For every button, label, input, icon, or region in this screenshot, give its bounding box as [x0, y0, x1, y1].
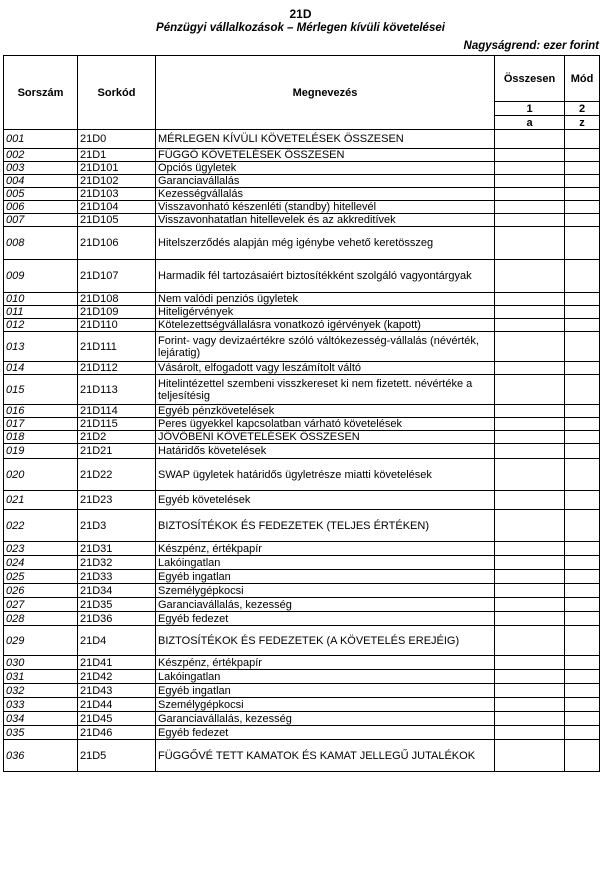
- row-code: 21D111: [78, 332, 156, 362]
- table-row: [4, 556, 600, 570]
- row-serial: 030: [4, 656, 78, 670]
- table-row: [4, 431, 600, 444]
- row-name: Kezességvállalás: [156, 188, 495, 201]
- row-name: SWAP ügyletek határidős ügyletrésze miatti követelések: [156, 459, 495, 491]
- row-mode-cell[interactable]: [565, 570, 600, 584]
- row-total-cell[interactable]: [495, 306, 565, 319]
- row-total-cell[interactable]: [495, 626, 565, 656]
- row-mode-cell[interactable]: [565, 510, 600, 542]
- row-code: 21D34: [78, 584, 156, 598]
- row-code: 21D35: [78, 598, 156, 612]
- table-row: [4, 584, 600, 598]
- row-mode-cell[interactable]: [565, 491, 600, 510]
- table-row: [4, 542, 600, 556]
- row-code: 21D114: [78, 405, 156, 418]
- row-code: 21D2: [78, 431, 156, 444]
- row-total-cell[interactable]: [495, 201, 565, 214]
- table-row: [4, 726, 600, 740]
- row-total-cell[interactable]: [495, 260, 565, 293]
- table-row: [4, 684, 600, 698]
- row-name: Lakóingatlan: [156, 670, 495, 684]
- row-serial: 027: [4, 598, 78, 612]
- row-serial: 034: [4, 712, 78, 726]
- row-mode-cell[interactable]: [565, 670, 600, 684]
- table-row: [4, 510, 600, 542]
- row-serial: 023: [4, 542, 78, 556]
- row-name: Hiteligérvények: [156, 306, 495, 319]
- row-code: 21D102: [78, 175, 156, 188]
- table-row: [4, 598, 600, 612]
- row-name: Lakóingatlan: [156, 556, 495, 570]
- row-code: 21D32: [78, 556, 156, 570]
- row-code: 21D4: [78, 626, 156, 656]
- row-mode-cell[interactable]: [565, 431, 600, 444]
- col-header-name: Megnevezés: [156, 56, 495, 130]
- row-code: 21D112: [78, 362, 156, 375]
- table-row: [4, 612, 600, 626]
- row-total-cell[interactable]: [495, 214, 565, 227]
- col-header-total: Összesen: [495, 56, 565, 102]
- row-total-cell[interactable]: [495, 556, 565, 570]
- row-total-cell[interactable]: [495, 670, 565, 684]
- row-serial: 018: [4, 431, 78, 444]
- row-total-cell[interactable]: [495, 431, 565, 444]
- row-mode-cell[interactable]: [565, 418, 600, 431]
- row-mode-cell[interactable]: [565, 698, 600, 712]
- row-name: Peres ügyekkel kapcsolatban várható követelések: [156, 418, 495, 431]
- row-serial: 028: [4, 612, 78, 626]
- row-name: BIZTOSÍTÉKOK ÉS FEDEZETEK (TELJES ÉRTÉKEN): [156, 510, 495, 542]
- row-serial: 007: [4, 214, 78, 227]
- row-total-cell[interactable]: [495, 418, 565, 431]
- row-serial: 003: [4, 162, 78, 175]
- row-code: 21D3: [78, 510, 156, 542]
- row-code: 21D104: [78, 201, 156, 214]
- row-total-cell[interactable]: [495, 405, 565, 418]
- row-mode-cell[interactable]: [565, 188, 600, 201]
- table-row: [4, 362, 600, 375]
- table-row: [4, 740, 600, 772]
- row-serial: 012: [4, 319, 78, 332]
- row-name: Személygépkocsi: [156, 584, 495, 598]
- row-serial: 001: [4, 130, 78, 149]
- row-name: BIZTOSÍTÉKOK ÉS FEDEZETEK (A KÖVETELÉS EREJÉIG): [156, 626, 495, 656]
- row-name: Hitelintézettel szembeni visszkereset ki nem fizetett. névértéke a teljesítésig: [156, 375, 495, 405]
- row-total-cell[interactable]: [495, 491, 565, 510]
- row-serial: 017: [4, 418, 78, 431]
- report-code: 21D: [289, 7, 312, 21]
- table-row: [4, 306, 600, 319]
- data-table: [3, 55, 600, 772]
- row-total-cell[interactable]: [495, 656, 565, 670]
- row-code: 21D109: [78, 306, 156, 319]
- row-total-cell[interactable]: [495, 332, 565, 362]
- row-total-cell[interactable]: [495, 570, 565, 584]
- row-name: Visszavonható készenléti (standby) hitellevél: [156, 201, 495, 214]
- row-code: 21D101: [78, 162, 156, 175]
- row-mode-cell[interactable]: [565, 293, 600, 306]
- table-row: [4, 130, 600, 149]
- row-code: 21D22: [78, 459, 156, 491]
- table-row: [4, 175, 600, 188]
- row-name: Hitelszerződés alapján még igénybe vehető keretösszeg: [156, 227, 495, 260]
- col-letter-mode: z: [565, 116, 600, 130]
- row-mode-cell[interactable]: [565, 584, 600, 598]
- row-mode-cell[interactable]: [565, 162, 600, 175]
- row-code: 21D42: [78, 670, 156, 684]
- table-row: [4, 260, 600, 293]
- row-name: Opciós ügyletek: [156, 162, 495, 175]
- table-row: [4, 227, 600, 260]
- row-mode-cell[interactable]: [565, 444, 600, 459]
- row-name: Forint- vagy devizaértékre szóló váltókezesség-vállalás (névérték, lejáratig): [156, 332, 495, 362]
- row-name: JÖVŐBENI KÖVETELÉSEK ÖSSZESEN: [156, 431, 495, 444]
- row-serial: 035: [4, 726, 78, 740]
- row-mode-cell[interactable]: [565, 175, 600, 188]
- row-total-cell[interactable]: [495, 584, 565, 598]
- row-mode-cell[interactable]: [565, 306, 600, 319]
- row-name: Garanciavállalás, kezesség: [156, 712, 495, 726]
- table-row: [4, 444, 600, 459]
- row-code: 21D0: [78, 130, 156, 149]
- row-total-cell[interactable]: [495, 130, 565, 149]
- row-name: MÉRLEGEN KÍVÜLI KÖVETELÉSEK ÖSSZESEN: [156, 130, 495, 149]
- row-mode-cell[interactable]: [565, 612, 600, 626]
- row-total-cell[interactable]: [495, 162, 565, 175]
- table-body: [4, 130, 600, 772]
- row-mode-cell[interactable]: [565, 201, 600, 214]
- row-serial: 009: [4, 260, 78, 293]
- row-mode-cell[interactable]: [565, 375, 600, 405]
- row-serial: 036: [4, 740, 78, 772]
- row-serial: 025: [4, 570, 78, 584]
- table-row: [4, 201, 600, 214]
- row-mode-cell[interactable]: [565, 556, 600, 570]
- col-header-mode: Mód: [565, 56, 600, 102]
- table-row: [4, 149, 600, 162]
- row-serial: 006: [4, 201, 78, 214]
- row-code: 21D44: [78, 698, 156, 712]
- row-name: Harmadik fél tartozásaiért biztosítékként szolgáló vagyontárgyak: [156, 260, 495, 293]
- row-name: Egyéb ingatlan: [156, 570, 495, 584]
- table-row: [4, 698, 600, 712]
- row-serial: 013: [4, 332, 78, 362]
- row-total-cell[interactable]: [495, 149, 565, 162]
- row-total-cell[interactable]: [495, 459, 565, 491]
- row-code: 21D107: [78, 260, 156, 293]
- row-mode-cell[interactable]: [565, 459, 600, 491]
- row-total-cell[interactable]: [495, 684, 565, 698]
- table-row: [4, 670, 600, 684]
- row-mode-cell[interactable]: [565, 362, 600, 375]
- col-number-mode: 2: [565, 102, 600, 116]
- table-row: [4, 712, 600, 726]
- row-total-cell[interactable]: [495, 175, 565, 188]
- table-row: [4, 332, 600, 362]
- row-mode-cell[interactable]: [565, 149, 600, 162]
- col-number-total: 1: [495, 102, 565, 116]
- row-mode-cell[interactable]: [565, 740, 600, 772]
- col-letter-total: a: [495, 116, 565, 130]
- row-total-cell[interactable]: [495, 319, 565, 332]
- row-total-cell[interactable]: [495, 698, 565, 712]
- row-mode-cell[interactable]: [565, 130, 600, 149]
- row-serial: 032: [4, 684, 78, 698]
- table-row: [4, 375, 600, 405]
- col-header-code: Sorkód: [78, 56, 156, 130]
- row-total-cell[interactable]: [495, 375, 565, 405]
- row-code: 21D5: [78, 740, 156, 772]
- report-title: Pénzügyi vállalkozások – Mérlegen kívüli követelései: [156, 22, 445, 34]
- table-row: [4, 570, 600, 584]
- table-row: [4, 491, 600, 510]
- row-total-cell[interactable]: [495, 362, 565, 375]
- row-code: 21D115: [78, 418, 156, 431]
- row-code: 21D36: [78, 612, 156, 626]
- row-mode-cell[interactable]: [565, 626, 600, 656]
- row-name: Egyéb fedezet: [156, 726, 495, 740]
- row-total-cell[interactable]: [495, 510, 565, 542]
- table-row: [4, 459, 600, 491]
- row-mode-cell[interactable]: [565, 214, 600, 227]
- row-total-cell[interactable]: [495, 726, 565, 740]
- row-code: 21D45: [78, 712, 156, 726]
- row-total-cell[interactable]: [495, 740, 565, 772]
- row-name: FÜGGŐVÉ TETT KAMATOK ÉS KAMAT JELLEGŰ JUTALÉKOK: [156, 740, 495, 772]
- row-total-cell[interactable]: [495, 542, 565, 556]
- row-mode-cell[interactable]: [565, 405, 600, 418]
- table-row: [4, 418, 600, 431]
- row-serial: 014: [4, 362, 78, 375]
- col-header-serial: Sorszám: [4, 56, 78, 130]
- row-serial: 026: [4, 584, 78, 598]
- row-name: Egyéb követelések: [156, 491, 495, 510]
- row-code: 21D23: [78, 491, 156, 510]
- row-mode-cell[interactable]: [565, 684, 600, 698]
- row-name: Egyéb pénzkövetelések: [156, 405, 495, 418]
- table-row: [4, 626, 600, 656]
- row-mode-cell[interactable]: [565, 726, 600, 740]
- row-name: Készpénz, értékpapír: [156, 542, 495, 556]
- row-mode-cell[interactable]: [565, 227, 600, 260]
- row-mode-cell[interactable]: [565, 656, 600, 670]
- row-serial: 024: [4, 556, 78, 570]
- row-code: 21D1: [78, 149, 156, 162]
- row-code: 21D113: [78, 375, 156, 405]
- row-serial: 020: [4, 459, 78, 491]
- row-name: Egyéb fedezet: [156, 612, 495, 626]
- row-name: Visszavonhatatlan hitellevelek és az akkreditívek: [156, 214, 495, 227]
- row-code: 21D33: [78, 570, 156, 584]
- row-serial: 033: [4, 698, 78, 712]
- row-code: 21D110: [78, 319, 156, 332]
- row-code: 21D43: [78, 684, 156, 698]
- row-name: FÜGGŐ KÖVETELÉSEK ÖSSZESEN: [156, 149, 495, 162]
- unit-label: Nagyságrend: ezer forint: [463, 40, 599, 52]
- row-serial: 031: [4, 670, 78, 684]
- table-row: [4, 405, 600, 418]
- row-serial: 008: [4, 227, 78, 260]
- row-serial: 004: [4, 175, 78, 188]
- row-code: 21D105: [78, 214, 156, 227]
- row-total-cell[interactable]: [495, 612, 565, 626]
- row-serial: 015: [4, 375, 78, 405]
- table-row: [4, 162, 600, 175]
- row-serial: 021: [4, 491, 78, 510]
- row-mode-cell[interactable]: [565, 319, 600, 332]
- row-name: Határidős követelések: [156, 444, 495, 459]
- row-serial: 002: [4, 149, 78, 162]
- row-mode-cell[interactable]: [565, 332, 600, 362]
- row-mode-cell[interactable]: [565, 542, 600, 556]
- row-code: 21D31: [78, 542, 156, 556]
- row-name: Készpénz, értékpapír: [156, 656, 495, 670]
- row-serial: 010: [4, 293, 78, 306]
- row-serial: 005: [4, 188, 78, 201]
- table-row: [4, 188, 600, 201]
- row-serial: 011: [4, 306, 78, 319]
- row-serial: 022: [4, 510, 78, 542]
- row-total-cell[interactable]: [495, 598, 565, 612]
- table-row: [4, 293, 600, 306]
- row-name: Egyéb ingatlan: [156, 684, 495, 698]
- row-mode-cell[interactable]: [565, 598, 600, 612]
- row-total-cell[interactable]: [495, 293, 565, 306]
- row-code: 21D103: [78, 188, 156, 201]
- row-mode-cell[interactable]: [565, 712, 600, 726]
- row-name: Nem valódi penziós ügyletek: [156, 293, 495, 306]
- row-total-cell[interactable]: [495, 227, 565, 260]
- row-code: 21D46: [78, 726, 156, 740]
- table-row: [4, 319, 600, 332]
- row-name: Kötelezettségvállalásra vonatkozó igérvények (kapott): [156, 319, 495, 332]
- row-name: Garanciavállalás, kezesség: [156, 598, 495, 612]
- row-name: Személygépkocsi: [156, 698, 495, 712]
- row-serial: 016: [4, 405, 78, 418]
- row-total-cell[interactable]: [495, 444, 565, 459]
- row-serial: 029: [4, 626, 78, 656]
- row-serial: 019: [4, 444, 78, 459]
- row-code: 21D108: [78, 293, 156, 306]
- table-row: [4, 214, 600, 227]
- table-row: [4, 656, 600, 670]
- row-name: Garanciavállalás: [156, 175, 495, 188]
- row-code: 21D41: [78, 656, 156, 670]
- row-total-cell[interactable]: [495, 188, 565, 201]
- row-code: 21D21: [78, 444, 156, 459]
- row-mode-cell[interactable]: [565, 260, 600, 293]
- row-name: Vásárolt, elfogadott vagy leszámítolt váltó: [156, 362, 495, 375]
- row-code: 21D106: [78, 227, 156, 260]
- row-total-cell[interactable]: [495, 712, 565, 726]
